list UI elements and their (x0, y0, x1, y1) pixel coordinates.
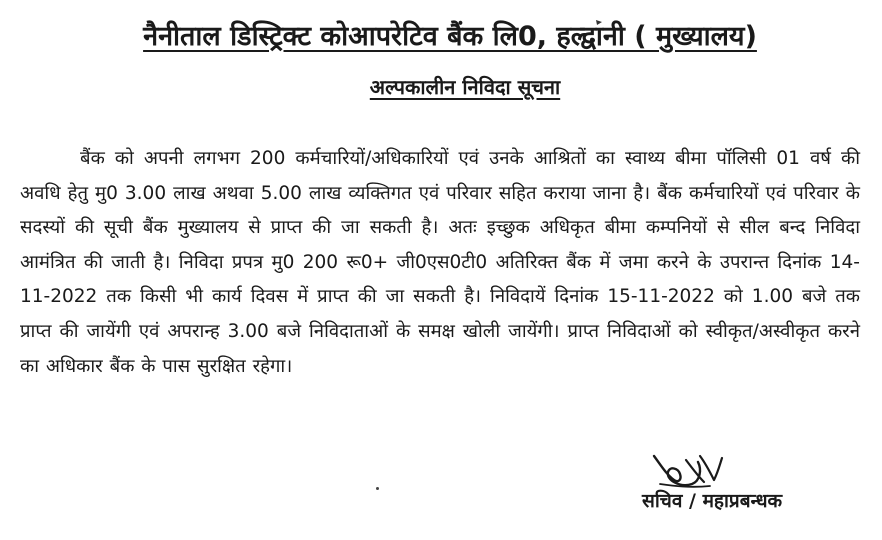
corner-mark (596, 10, 602, 16)
bank-title: नैनीताल डिस्ट्रिक्ट कोआपरेटिव बैंक लि0, हल्द्वानी ( मुख्यालय) (143, 21, 757, 52)
speck (376, 487, 379, 490)
notice-body: बैंक को अपनी लगभग 200 कर्मचारियों/अधिकारियों एवं उनके आश्रितों का स्वाथ्य बीमा पॉलिसी 01 वर्ष की अवधि हेतु मु0 3.00 लाख अथवा 5.00 लाख व्यक्तिगत एवं परिवार सहित कराया जाना है। बैंक कर्मचारियों एवं परिवार के सदस्यों की सूची बैंक मुख्यालय से प्राप्त की जा सकती है। अतः इच्छुक अधिकृत बीमा कम्पनियों से सील बन्द निविदा आमंत्रित की जाती है। निविदा प्रपत्र मु0 200 रू0+ जी0एस0टी0 अतिरिक्त बैंक में जमा करने के उपरान्त दिनांक 14-11-2022 तक किसी भी कार्य दिवस में प्राप्त की जा सकती है। निविदायें दिनांक 15-11-2022 को 1.00 बजे तक प्राप्त की जायेंगी एवं अपरान्ह 3.00 बजे निविदाताओं के समक्ष खोली जायेंगी। प्राप्त निविदाओं को स्वीकृत/अस्वीकृत करने का अधिकार बैंक के पास सुरक्षित रहेगा। (20, 148, 860, 377)
designation-label: सचिव / महाप्रबन्धक (642, 490, 783, 512)
notice-heading: अल्पकालीन निविदा सूचना (369, 75, 561, 99)
